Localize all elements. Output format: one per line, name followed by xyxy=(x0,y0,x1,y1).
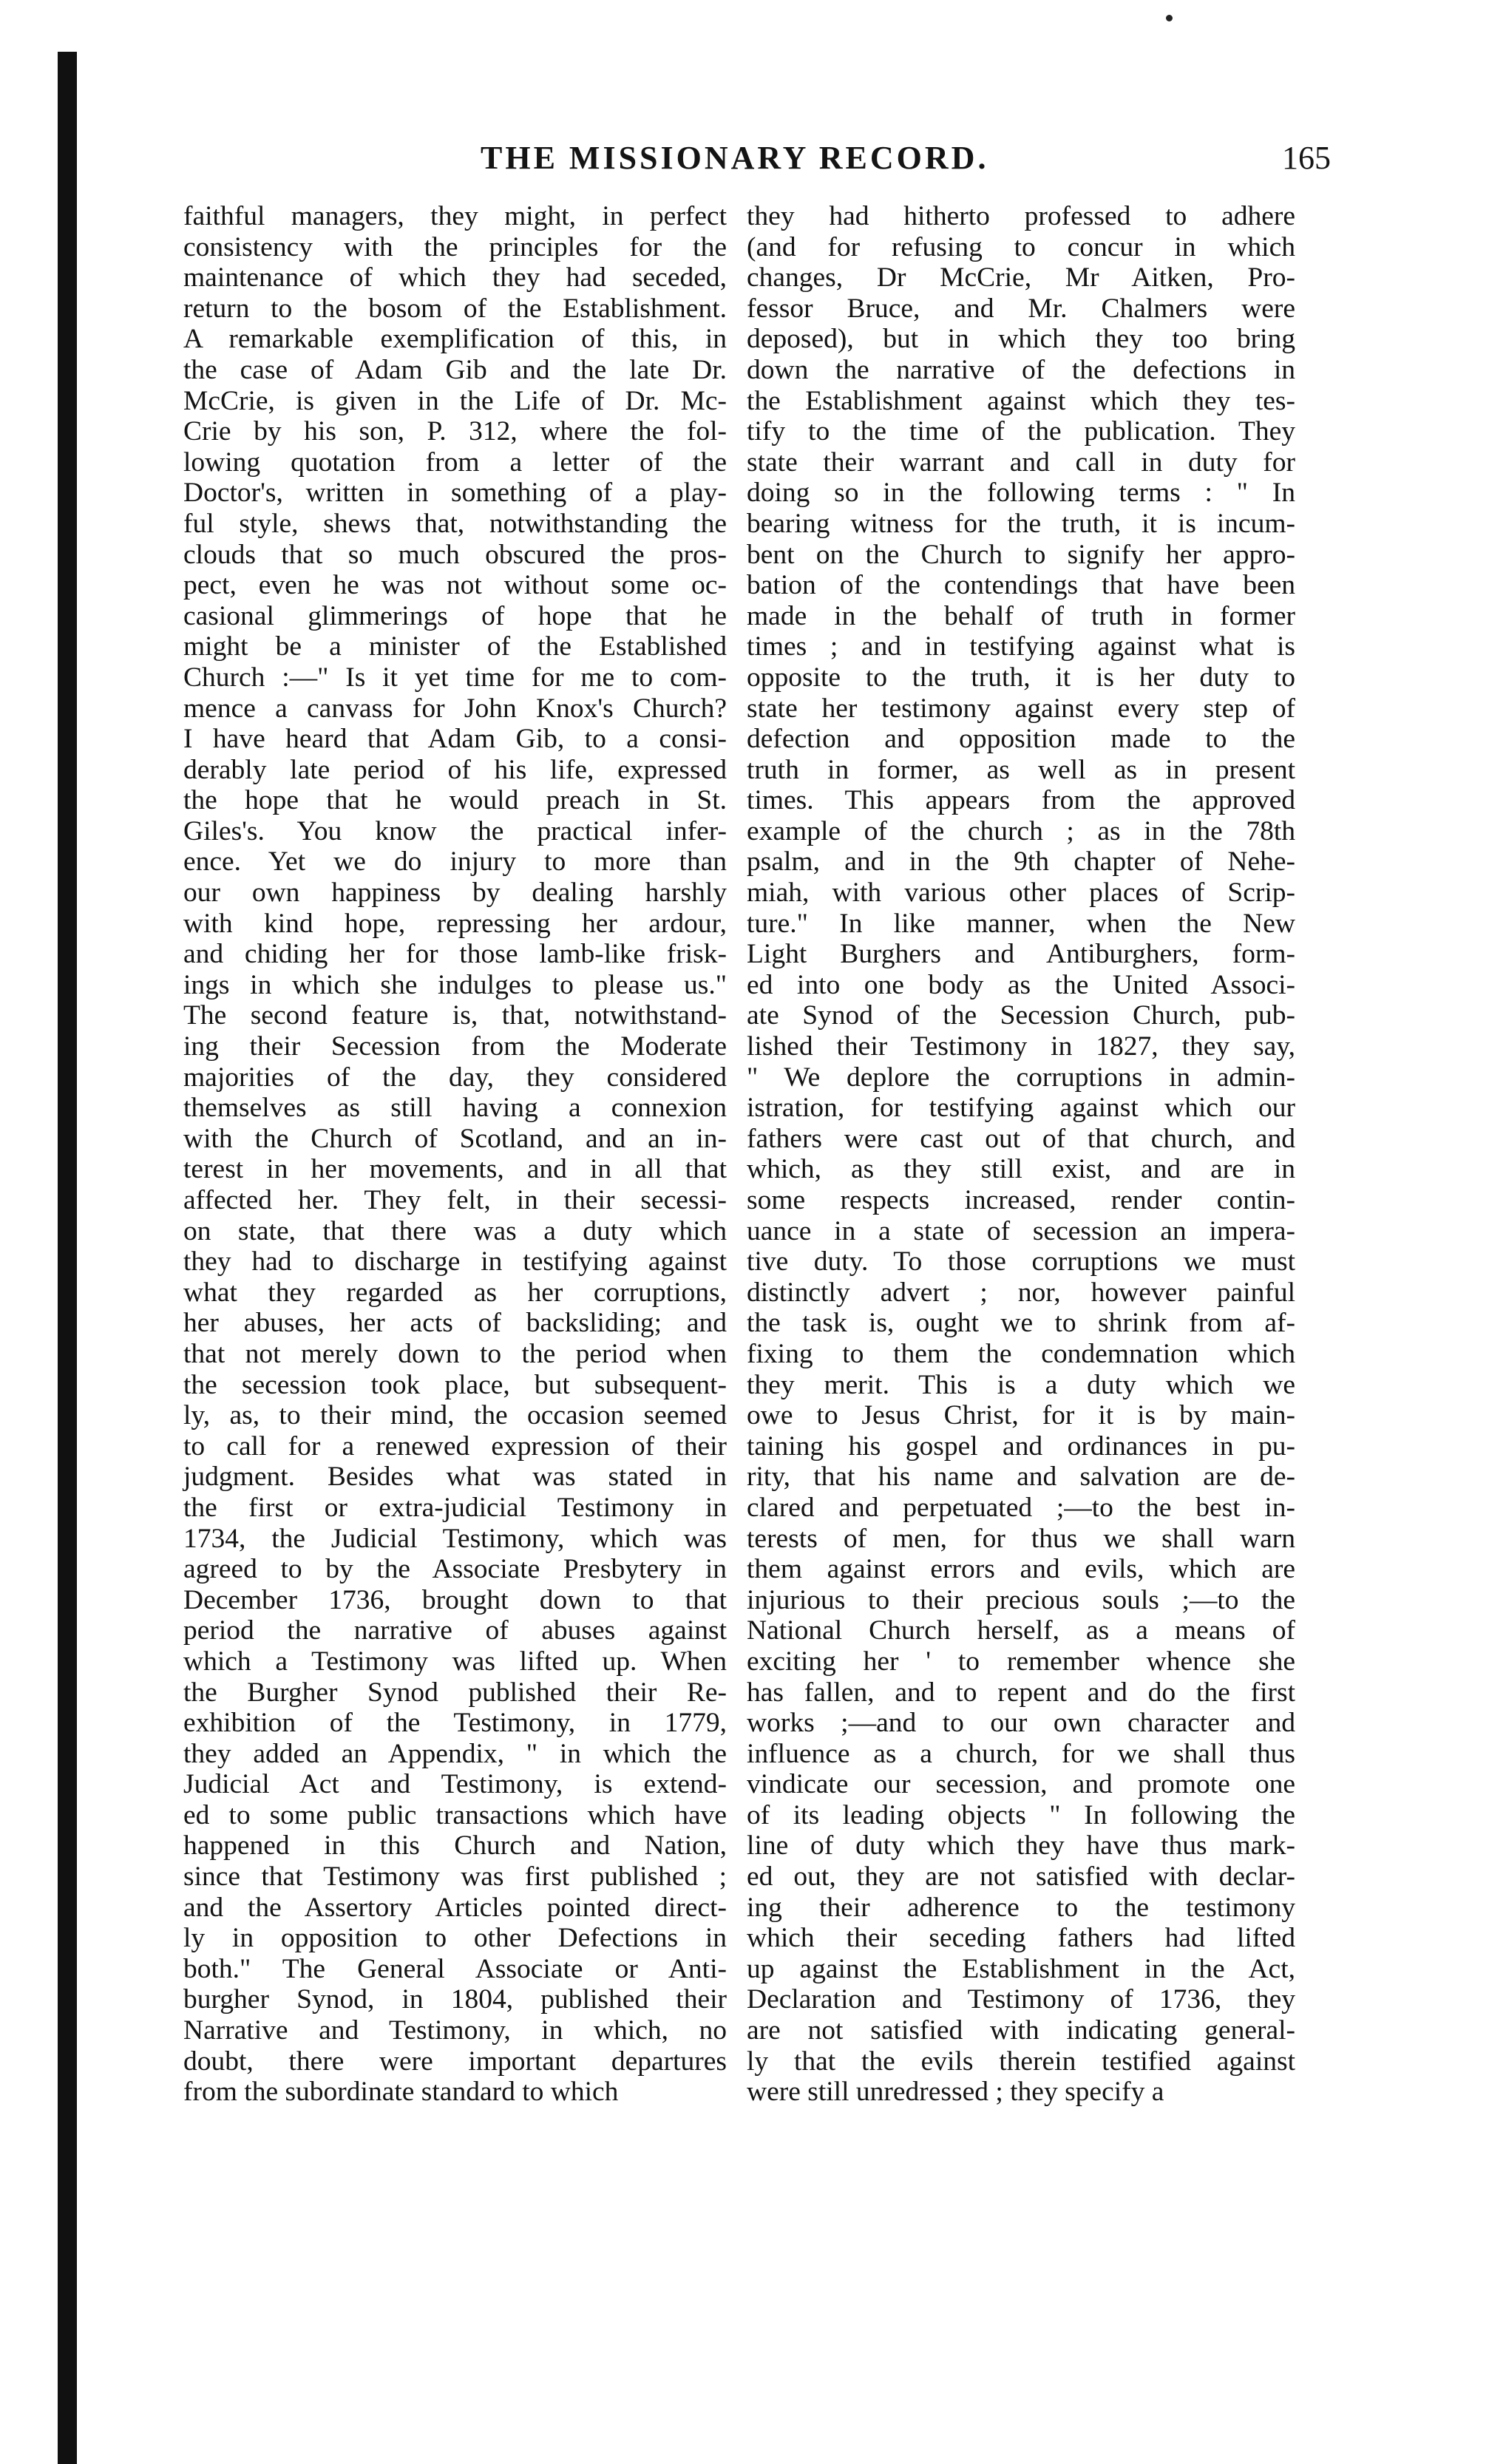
text-line: vindicate our secession, and promote one xyxy=(747,1769,1295,1800)
text-line: of its leading objects " In following the xyxy=(747,1799,1295,1830)
text-line: return to the bosom of the Establishment. xyxy=(183,293,727,324)
text-line: ence. Yet we do injury to more than xyxy=(183,846,727,878)
text-line: ed to some public transactions which have xyxy=(183,1799,727,1830)
text-line: ing their Secession from the Moderate xyxy=(183,1031,727,1062)
text-line: National Church herself, as a means of xyxy=(747,1615,1295,1646)
text-line: on state, that there was a duty which xyxy=(183,1215,727,1246)
text-line: doing so in the following terms : " In xyxy=(747,478,1295,509)
text-line: istration, for testifying against which our xyxy=(747,1093,1295,1124)
text-line: exciting her ' to remember whence she xyxy=(747,1646,1295,1677)
text-line: they had to discharge in testifying against xyxy=(183,1246,727,1277)
text-line: that not merely down to the period when xyxy=(183,1338,727,1369)
text-line: from the subordinate standard to which xyxy=(183,2077,619,2108)
text-line: pect, even he was not without some oc- xyxy=(183,570,727,601)
ink-speck xyxy=(1166,15,1173,21)
page-number: 165 xyxy=(1282,140,1331,176)
text-line: were still unredressed ; they specify a xyxy=(747,2077,1164,2108)
text-line: judgment. Besides what was stated in xyxy=(183,1462,727,1493)
text-line: ly in opposition to other Defections in xyxy=(183,1923,727,1954)
text-line: happened in this Church and Nation, xyxy=(183,1830,727,1861)
text-line: Judicial Act and Testimony, is extend- xyxy=(183,1769,727,1800)
text-line: they merit. This is a duty which we xyxy=(747,1369,1295,1400)
text-line: fessor Bruce, and Mr. Chalmers were xyxy=(747,293,1295,324)
text-line: truth in former, as well as in present xyxy=(747,754,1295,785)
text-line: changes, Dr McCrie, Mr Aitken, Pro- xyxy=(747,262,1295,293)
text-line: the case of Adam Gib and the late Dr. xyxy=(183,354,727,385)
text-line: opposite to the truth, it is her duty to xyxy=(747,662,1295,693)
running-header-title: THE MISSIONARY RECORD. xyxy=(481,140,989,176)
text-line: works ;—and to our own character and xyxy=(747,1708,1295,1739)
text-line: influence as a church, for we shall thus xyxy=(747,1738,1295,1769)
text-line: fixing to them the condemnation which xyxy=(747,1338,1295,1369)
text-line: ing their adherence to the testimony xyxy=(747,1892,1295,1923)
text-line: which a Testimony was lifted up. When xyxy=(183,1646,727,1677)
text-line: what they regarded as her corruptions, xyxy=(183,1277,727,1308)
text-line: Church :—" Is it yet time for me to com- xyxy=(183,662,727,693)
text-line: themselves as still having a connexion xyxy=(183,1093,727,1124)
text-line: (and for refusing to concur in which xyxy=(747,231,1295,262)
text-line: uance in a state of secession an impera- xyxy=(747,1215,1295,1246)
text-line: the secession took place, but subsequent- xyxy=(183,1369,727,1400)
text-line: them against errors and evils, which are xyxy=(747,1554,1295,1585)
text-line: Declaration and Testimony of 1736, they xyxy=(747,1984,1295,2015)
text-line: since that Testimony was first published ; xyxy=(183,1861,727,1893)
text-line: derably late period of his life, expressed xyxy=(183,754,727,785)
page-binding-shadow xyxy=(58,52,77,2464)
text-line: doubt, there were important departures xyxy=(183,2046,727,2077)
text-line: Giles's. You know the practical infer- xyxy=(183,815,727,846)
text-line: deposed), but in which they too bring xyxy=(747,324,1295,355)
text-line: might be a minister of the Established xyxy=(183,631,727,662)
text-line: agreed to by the Associate Presbytery in xyxy=(183,1554,727,1585)
text-line: up against the Establishment in the Act, xyxy=(747,1953,1295,1984)
text-line: mence a canvass for John Knox's Church? xyxy=(183,693,727,724)
text-line: miah, with various other places of Scrip- xyxy=(747,878,1295,909)
text-line: example of the church ; as in the 78th xyxy=(747,815,1295,846)
text-line: terest in her movements, and in all that xyxy=(183,1154,727,1185)
text-line: injurious to their precious souls ;—to the xyxy=(747,1584,1295,1615)
text-line: consistency with the principles for the xyxy=(183,231,727,262)
text-line: bearing witness for the truth, it is incum- xyxy=(747,508,1295,539)
text-line: ly, as, to their mind, the occasion seemed xyxy=(183,1400,727,1431)
text-line: tify to the time of the publication. They xyxy=(747,416,1295,447)
text-line: Light Burghers and Antiburghers, form- xyxy=(747,939,1295,970)
text-line: lished their Testimony in 1827, they say, xyxy=(747,1031,1295,1062)
text-line: and chiding her for those lamb-like frisk- xyxy=(183,939,727,970)
text-line: lowing quotation from a letter of the xyxy=(183,447,727,478)
text-line: ly that the evils therein testified against xyxy=(747,2046,1295,2077)
text-line: terests of men, for thus we shall warn xyxy=(747,1523,1295,1554)
text-line: maintenance of which they had seceded, xyxy=(183,262,727,293)
text-line: times. This appears from the approved xyxy=(747,785,1295,816)
text-line: with kind hope, repressing her ardour, xyxy=(183,908,727,939)
text-line: clared and perpetuated ;—to the best in- xyxy=(747,1492,1295,1523)
text-line: defection and opposition made to the xyxy=(747,724,1295,755)
text-line: The second feature is, that, notwithstand- xyxy=(183,1000,727,1031)
right-text-column xyxy=(747,201,1295,2108)
text-line: the task is, ought we to shrink from af- xyxy=(747,1308,1295,1339)
text-line: our own happiness by dealing harshly xyxy=(183,878,727,909)
text-line: burgher Synod, in 1804, published their xyxy=(183,1984,727,2015)
text-line: " We deplore the corruptions in admin- xyxy=(747,1062,1295,1093)
text-line: taining his gospel and ordinances in pu- xyxy=(747,1430,1295,1462)
text-line: clouds that so much obscured the pros- xyxy=(183,539,727,570)
text-line: casional glimmerings of hope that he xyxy=(183,600,727,631)
text-line: with the Church of Scotland, and an in- xyxy=(183,1123,727,1154)
text-line: distinctly advert ; nor, however painful xyxy=(747,1277,1295,1308)
text-line: line of duty which they have thus mark- xyxy=(747,1830,1295,1861)
text-line: rity, that his name and salvation are de- xyxy=(747,1462,1295,1493)
text-line: majorities of the day, they considered xyxy=(183,1062,727,1093)
text-line: they had hitherto professed to adhere xyxy=(747,201,1295,231)
text-line: A remarkable exemplification of this, in xyxy=(183,324,727,355)
text-line: the first or extra-judicial Testimony in xyxy=(183,1492,727,1523)
text-line: McCrie, is given in the Life of Dr. Mc- xyxy=(183,385,727,416)
text-line: ed into one body as the United Associ- xyxy=(747,969,1295,1000)
text-line: tive duty. To those corruptions we must xyxy=(747,1246,1295,1277)
text-line: state her testimony against every step of xyxy=(747,693,1295,724)
text-line: they added an Appendix, " in which the xyxy=(183,1738,727,1769)
text-line: period the narrative of abuses against xyxy=(183,1615,727,1646)
text-line: 1734, the Judicial Testimony, which was xyxy=(183,1523,727,1554)
text-line: ful style, shews that, notwithstanding the xyxy=(183,508,727,539)
text-line: affected her. They felt, in their secessi- xyxy=(183,1185,727,1215)
text-line: ed out, they are not satisfied with declar- xyxy=(747,1861,1295,1893)
text-line: the Establishment against which they tes- xyxy=(747,385,1295,416)
text-line: down the narrative of the defections in xyxy=(747,354,1295,385)
text-line: fathers were cast out of that church, and xyxy=(747,1123,1295,1154)
text-line: made in the behalf of truth in former xyxy=(747,600,1295,631)
text-line: psalm, and in the 9th chapter of Nehe- xyxy=(747,846,1295,878)
text-line: December 1736, brought down to that xyxy=(183,1584,727,1615)
text-line: the Burgher Synod published their Re- xyxy=(183,1677,727,1708)
text-line: ate Synod of the Secession Church, pub- xyxy=(747,1000,1295,1031)
text-line: her abuses, her acts of backsliding; and xyxy=(183,1308,727,1339)
text-line: to call for a renewed expression of their xyxy=(183,1430,727,1462)
text-line: bation of the contendings that have been xyxy=(747,570,1295,601)
text-line: owe to Jesus Christ, for it is by main- xyxy=(747,1400,1295,1431)
text-line: I have heard that Adam Gib, to a consi- xyxy=(183,724,727,755)
text-line: state their warrant and call in duty for xyxy=(747,447,1295,478)
text-line: which, as they still exist, and are in xyxy=(747,1154,1295,1185)
text-line: Crie by his son, P. 312, where the fol- xyxy=(183,416,727,447)
text-line: which their seceding fathers had lifted xyxy=(747,1923,1295,1954)
text-line: ings in which she indulges to please us." xyxy=(183,969,727,1000)
text-line: exhibition of the Testimony, in 1779, xyxy=(183,1708,727,1739)
text-line: both." The General Associate or Anti- xyxy=(183,1953,727,1984)
text-line: Doctor's, written in something of a play- xyxy=(183,478,727,509)
text-line: faithful managers, they might, in perfect xyxy=(183,201,727,231)
text-line: ture." In like manner, when the New xyxy=(747,908,1295,939)
text-line: some respects increased, render contin- xyxy=(747,1185,1295,1215)
text-line: are not satisfied with indicating general- xyxy=(747,2015,1295,2046)
text-line: Narrative and Testimony, in which, no xyxy=(183,2015,727,2046)
text-line: and the Assertory Articles pointed direct- xyxy=(183,1892,727,1923)
text-line: times ; and in testifying against what is xyxy=(747,631,1295,662)
text-line: the hope that he would preach in St. xyxy=(183,785,727,816)
text-line: has fallen, and to repent and do the first xyxy=(747,1677,1295,1708)
left-text-column xyxy=(183,201,727,2108)
text-line: bent on the Church to signify her appro- xyxy=(747,539,1295,570)
